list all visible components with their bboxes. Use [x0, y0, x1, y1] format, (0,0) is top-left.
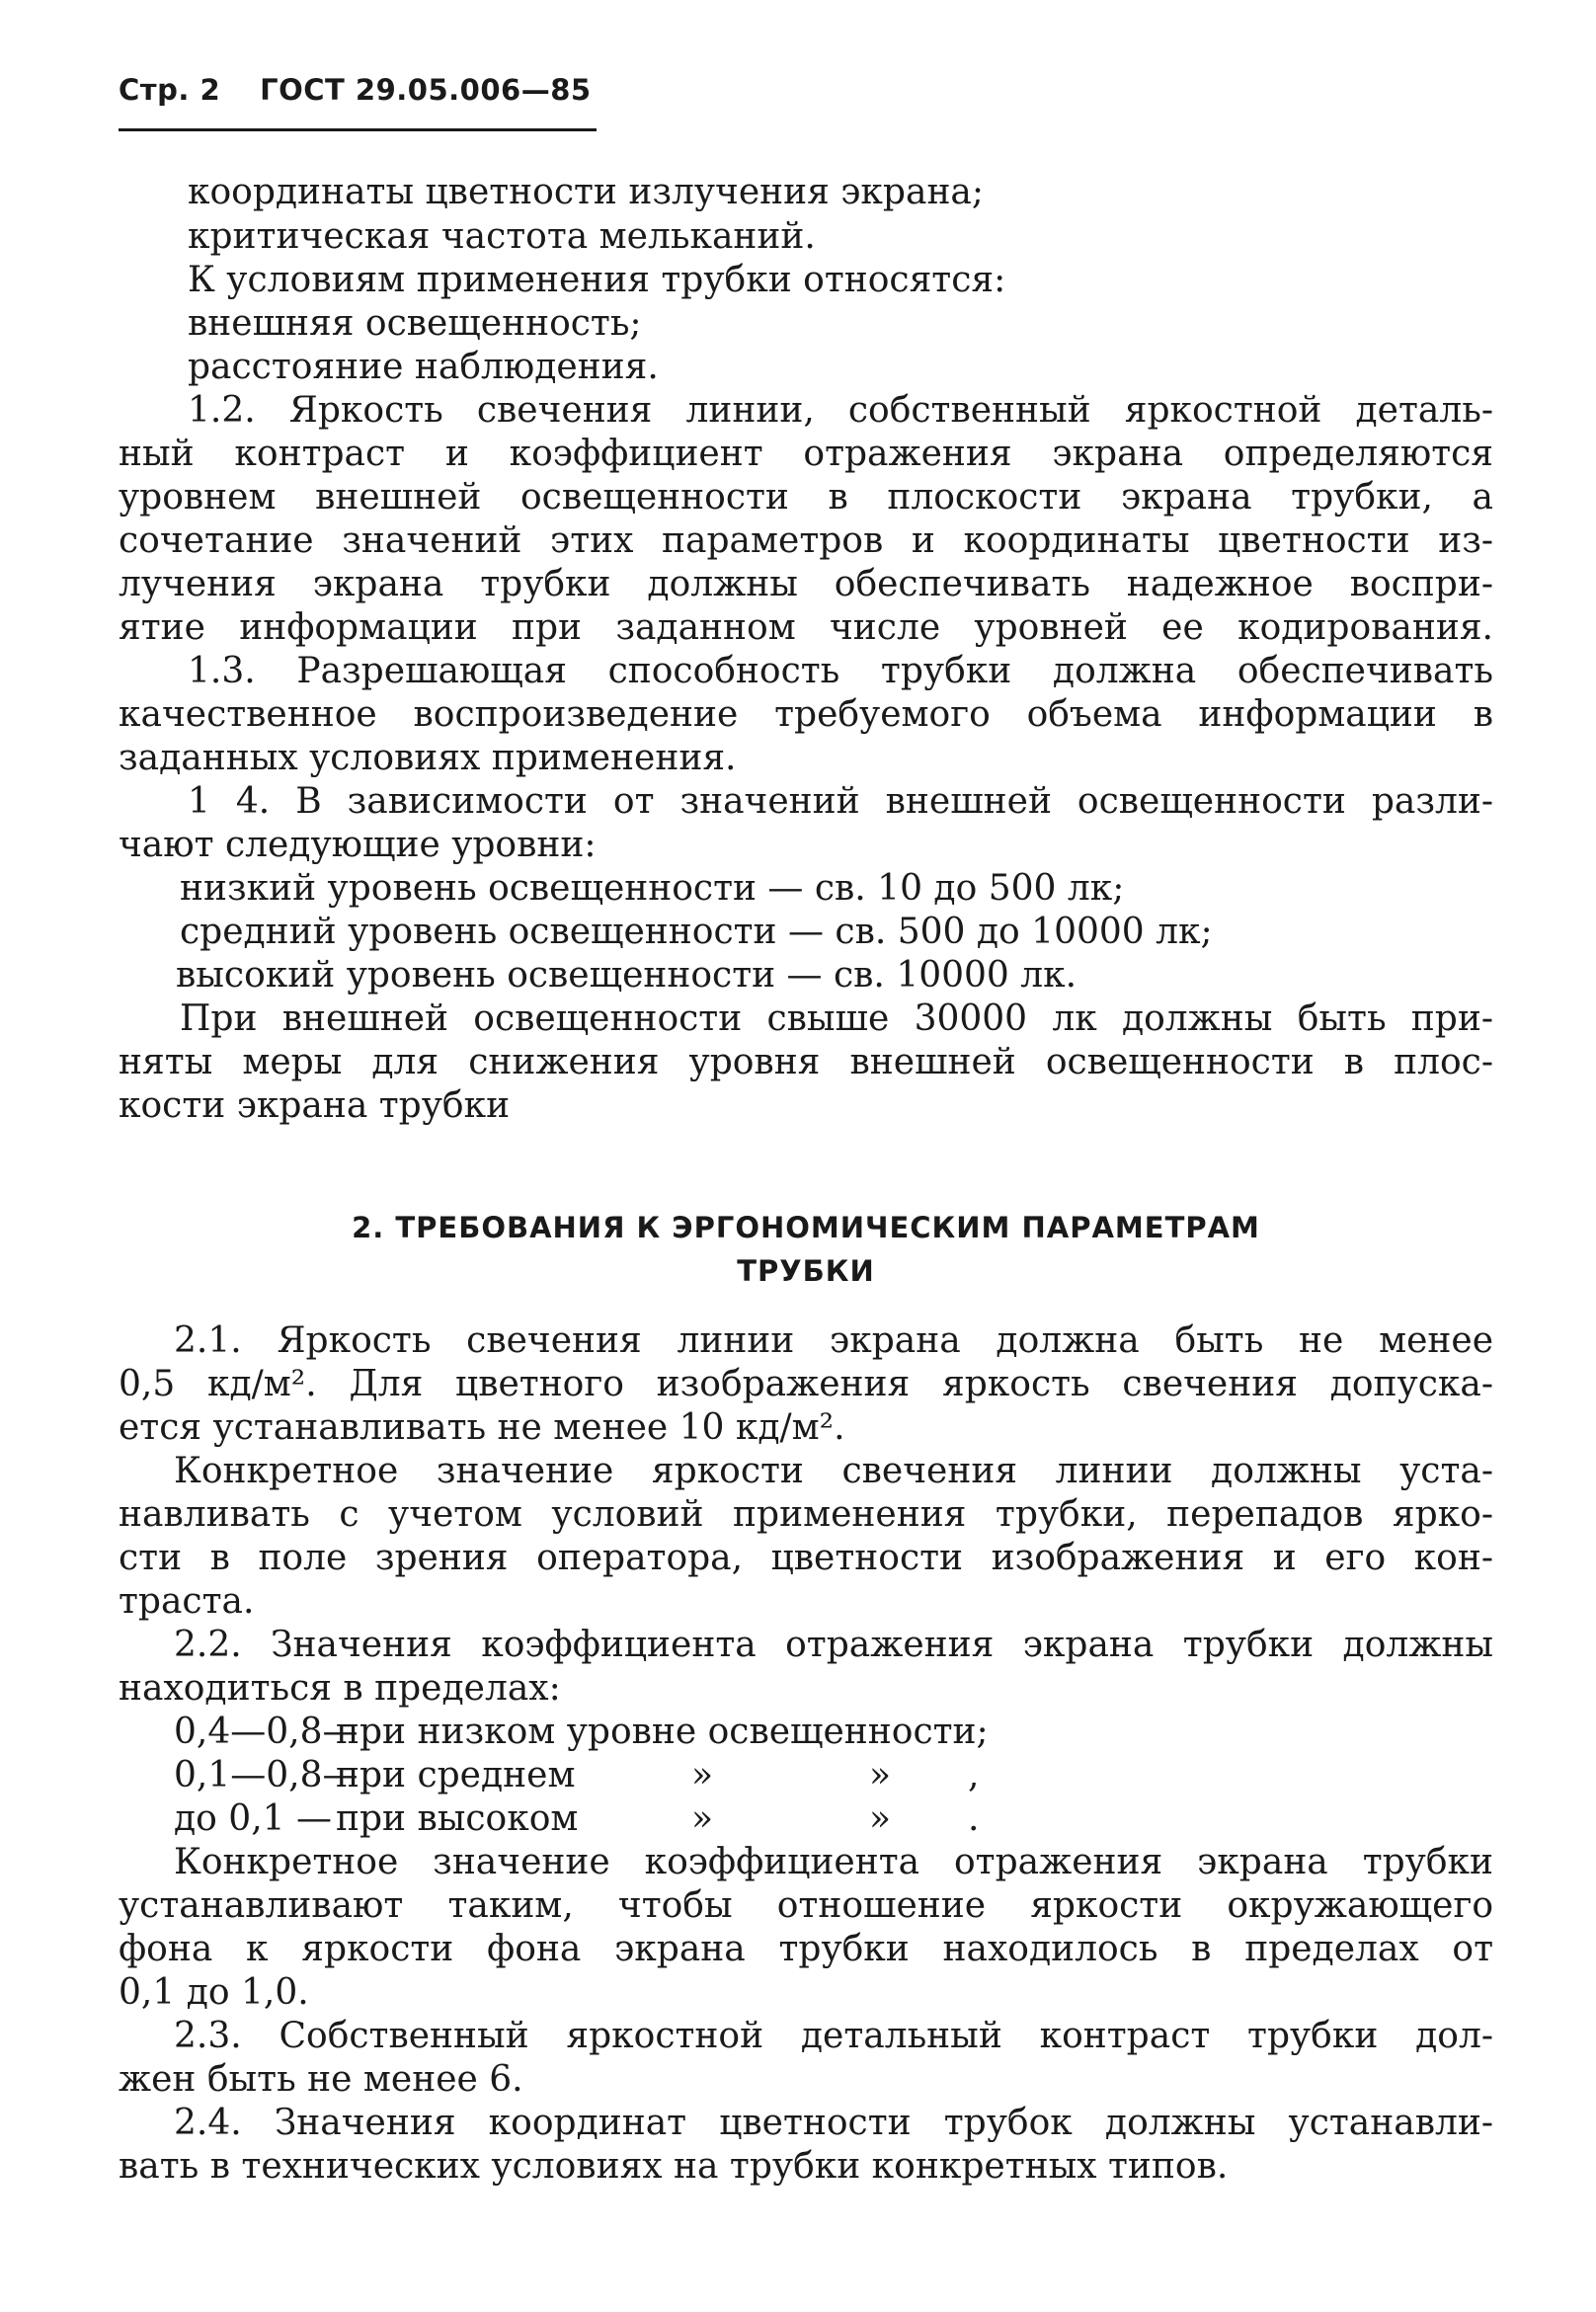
ditto-mark: »	[869, 1755, 892, 1795]
range-text: при среднем	[336, 1755, 576, 1795]
range-value: 0,4—0,8—	[174, 1712, 359, 1752]
range-value: до 0,1 —	[174, 1798, 332, 1839]
ditto-mark: »	[691, 1798, 714, 1839]
range-end: ,	[968, 1755, 980, 1795]
illuminance-level-high: высокий уровень освещенности — св. 10000 лк.	[176, 955, 1077, 996]
paragraph-1-2-line: сочетание значений этих параметров и координаты цветности из-	[119, 520, 1493, 561]
illuminance-level-medium: средний уровень освещенности — св. 500 до 10000 лк;	[180, 912, 1213, 952]
text-line: расстояние наблюдения.	[188, 347, 659, 387]
paragraph-2-1-note-line: сти в поле зрения оператора, цветности изображения и его кон-	[119, 1538, 1493, 1578]
text-line: координаты цветности излучения экрана;	[188, 172, 985, 212]
paragraph-2-2-line: 2.2. Значения коэффициента отражения экрана трубки должны	[174, 1625, 1493, 1665]
text-line: внешняя освещенность;	[188, 303, 642, 344]
paragraph-1-3-line: качественное воспроизведение требуемого объема информации в	[119, 694, 1493, 735]
paragraph-2-1-line: 2.1. Яркость свечения линии экрана должна быть не менее	[174, 1320, 1493, 1361]
paragraph-1-2-line: 1.2. Яркость свечения линии, собственный яркостной деталь-	[188, 390, 1493, 431]
section-heading-cont: ТРУБКИ	[737, 1254, 875, 1288]
paragraph-2-2-note-line: Конкретное значение коэффициента отражения экрана трубки	[174, 1842, 1493, 1882]
text-line: критическая частота мельканий.	[188, 216, 816, 257]
paragraph-1-2-line: лучения экрана трубки должны обеспечивать надежное воспри-	[119, 564, 1493, 604]
paragraph-2-4-line: вать в технических условиях на трубки конкретных типов.	[119, 2146, 1229, 2187]
paragraph-1-4-note-line: няты меры для снижения уровня внешней освещенности в плос-	[119, 1042, 1493, 1082]
paragraph-1-4-line: чают следующие уровни:	[119, 825, 597, 865]
header-rule	[119, 128, 597, 131]
range-text: при высоком	[336, 1798, 579, 1839]
paragraph-2-3-line: 2.3. Собственный яркостной детальный контраст трубки дол-	[174, 2016, 1493, 2056]
illuminance-level-low: низкий уровень освещенности — св. 10 до 500 лк;	[180, 868, 1125, 909]
paragraph-1-2-line: ный контраст и коэффициент отражения экрана определяются	[119, 434, 1493, 474]
paragraph-2-1-line: 0,5 кд/м². Для цветного изображения яркость свечения допуска-	[119, 1364, 1493, 1404]
reflection-range-high	[174, 1796, 979, 1841]
paragraph-2-2-line: находиться в пределах:	[119, 1668, 561, 1709]
section-heading: 2. ТРЕБОВАНИЯ К ЭРГОНОМИЧЕСКИМ ПАРАМЕТРАМ	[352, 1211, 1260, 1244]
text-line: К условиям применения трубки относятся:	[188, 260, 1006, 300]
paragraph-2-2-note-line: устанавливают таким, чтобы отношение яркости окружающего	[119, 1885, 1493, 1926]
paragraph-1-2-line: ятие информации при заданном числе уровней ее кодирования.	[119, 607, 1493, 648]
reflection-range-medium	[174, 1753, 979, 1797]
standard-designation: ГОСТ 29.05.006—85	[260, 73, 592, 107]
paragraph-2-1-line: ется устанавливать не менее 10 кд/м².	[119, 1407, 845, 1448]
ditto-mark: »	[691, 1755, 714, 1795]
ditto-mark: »	[869, 1798, 892, 1839]
paragraph-2-2-note-line: фона к яркости фона экрана трубки находилось в пределах от	[119, 1929, 1493, 1969]
paragraph-1-3-line: заданных условиях применения.	[119, 738, 737, 778]
paragraph-2-1-note-line: Конкретное значение яркости свечения линии должны уста-	[174, 1451, 1493, 1491]
page-number: Стр. 2	[119, 73, 221, 107]
reflection-range-low	[174, 1710, 989, 1754]
paragraph-2-2-note-line: 0,1 до 1,0.	[119, 1972, 309, 2013]
paragraph-2-1-note-line: траста.	[119, 1581, 255, 1622]
paragraph-1-4-line: 1 4. В зависимости от значений внешней освещенности разли-	[188, 781, 1493, 822]
range-value: 0,1—0,8—	[174, 1755, 359, 1795]
paragraph-2-3-line: жен быть не менее 6.	[119, 2059, 523, 2100]
paragraph-1-4-note-line: кости экрана трубки	[119, 1085, 511, 1126]
paragraph-2-1-note-line: навливать с учетом условий применения трубки, перепадов ярко-	[119, 1494, 1493, 1535]
range-text: при низком уровне освещенности;	[336, 1712, 989, 1752]
page-header	[119, 73, 592, 122]
paragraph-2-4-line: 2.4. Значения координат цветности трубок должны устанавли-	[174, 2103, 1493, 2143]
paragraph-1-2-line: уровнем внешней освещенности в плоскости экрана трубки, а	[119, 477, 1493, 518]
paragraph-1-3-line: 1.3. Разрешающая способность трубки должна обеспечивать	[188, 651, 1493, 691]
paragraph-1-4-note-line: При внешней освещенности свыше 30000 лк должны быть при-	[180, 998, 1493, 1039]
range-end: .	[968, 1798, 980, 1839]
